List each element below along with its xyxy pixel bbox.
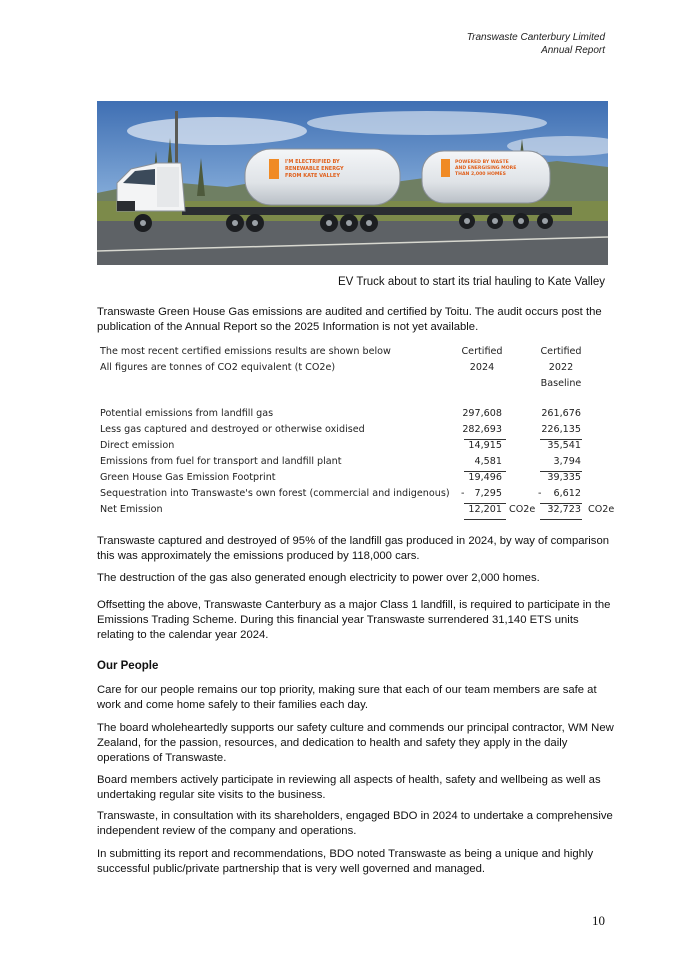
table-row	[97, 424, 617, 439]
value-2022: 35,541	[547, 440, 581, 451]
svg-text:RENEWABLE ENERGY: RENEWABLE ENERGY	[285, 166, 344, 172]
table-row	[97, 456, 617, 471]
minus-sign: -	[461, 488, 465, 499]
value-2024: 297,608	[462, 408, 502, 419]
svg-text:POWERED BY WASTE: POWERED BY WASTE	[455, 160, 509, 165]
value-2022: 3,794	[553, 456, 581, 467]
people-paragraph: Transwaste, in consultation with its shareholders, engaged BDO in 2024 to undertake a comprehensive independent review of the company and operations.	[97, 810, 613, 837]
people-paragraph: The board wholeheartedly supports our safety culture and commends our principal contractor, WM New Zealand, for the passion, resources, and dedication to health and safety they apply in the daily operations of Transwaste.	[97, 722, 614, 764]
minus-sign: -	[538, 488, 542, 499]
ev-truck-photo	[97, 101, 608, 265]
table-intro-line: The most recent certified emissions results are shown below	[100, 346, 391, 357]
table-row	[97, 440, 617, 455]
intro-paragraph: Transwaste Green House Gas emissions are audited and certified by Toitu. The audit occurs post the publication of the Annual Report so the 2025 Information is not yet available.	[97, 306, 602, 333]
table-row-total	[97, 504, 617, 519]
svg-text:I'M ELECTRIFIED BY: I'M ELECTRIFIED BY	[285, 159, 340, 165]
ets-paragraph: Offsetting the above, Transwaste Canterbury as a major Class 1 landfill, is required to participate in the Emissions Trading Scheme. During this financial year Transwaste surrendered 31,140 ETS units relating to the calendar year 2024.	[97, 599, 611, 641]
value-2022: 261,676	[541, 408, 581, 419]
table-row	[97, 408, 617, 423]
value-2024: 14,915	[468, 440, 502, 451]
col-2024-status: Certified	[461, 346, 503, 357]
photo-caption: EV Truck about to start its trial hauling to Kate Valley	[338, 276, 605, 288]
value-2024: 7,295	[474, 488, 502, 499]
total-rule	[540, 519, 582, 520]
table-units-note: All figures are tonnes of CO2 equivalent (t CO2e)	[100, 362, 336, 373]
value-2022: 6,612	[553, 488, 581, 499]
table-header-row-2	[97, 362, 617, 377]
value-2024: 12,201	[468, 504, 502, 515]
value-2024: 282,693	[462, 424, 502, 435]
col-2024-year: 2024	[469, 362, 495, 373]
col-2022-year: 2022	[548, 362, 574, 373]
unit-label: CO2e	[588, 504, 615, 515]
table-header-row-1	[97, 346, 617, 361]
report-header	[467, 31, 605, 57]
table-header-row-3	[97, 378, 617, 393]
svg-text:FROM KATE VALLEY: FROM KATE VALLEY	[285, 173, 340, 179]
unit-label: CO2e	[509, 504, 536, 515]
table-row	[97, 488, 617, 503]
row-label: Emissions from fuel for transport and landfill plant	[100, 456, 342, 467]
value-2024: 4,581	[474, 456, 502, 467]
row-label: Potential emissions from landfill gas	[100, 408, 274, 419]
row-label: Direct emission	[100, 440, 175, 451]
electricity-paragraph: The destruction of the gas also generated enough electricity to power over 2,000 homes.	[97, 572, 540, 584]
header-company: Transwaste Canterbury Limited	[466, 32, 605, 43]
row-label: Sequestration into Transwaste's own forest (commercial and indigenous)	[100, 488, 450, 499]
col-2022-status: Certified	[540, 346, 582, 357]
col-2022-baseline: Baseline	[540, 378, 582, 389]
value-2022: 39,335	[547, 472, 581, 483]
header-subtitle: Annual Report	[541, 45, 605, 56]
value-2022: 32,723	[547, 504, 581, 515]
capture-paragraph: Transwaste captured and destroyed of 95% of the landfill gas produced in 2024, by way of comparison this was approximately the emissions produced by 118,000 cars.	[97, 535, 610, 562]
section-heading-our-people: Our People	[97, 660, 159, 672]
svg-text:THAN 2,000 HOMES: THAN 2,000 HOMES	[455, 172, 506, 177]
value-2024: 19,496	[468, 472, 502, 483]
page-number: 10	[592, 913, 605, 928]
total-rule	[464, 519, 506, 520]
people-paragraph: Care for our people remains our top priority, making sure that each of our team members are safe at work and come home safely to their families each day.	[97, 684, 597, 711]
row-label: Green House Gas Emission Footprint	[100, 472, 276, 483]
value-2022: 226,135	[541, 424, 581, 435]
table-row	[97, 472, 617, 487]
people-paragraph: Board members actively participate in reviewing all aspects of health, safety and wellbeing as well as undertaking regular site visits to the business.	[97, 774, 601, 801]
svg-text:AND ENERGISING MORE: AND ENERGISING MORE	[455, 166, 517, 171]
people-paragraph: In submitting its report and recommendations, BDO noted Transwaste as being a unique and highly successful public/private partnership that is very well governed and managed.	[97, 848, 594, 875]
row-label: Net Emission	[100, 504, 163, 515]
row-label: Less gas captured and destroyed or otherwise oxidised	[100, 424, 365, 435]
